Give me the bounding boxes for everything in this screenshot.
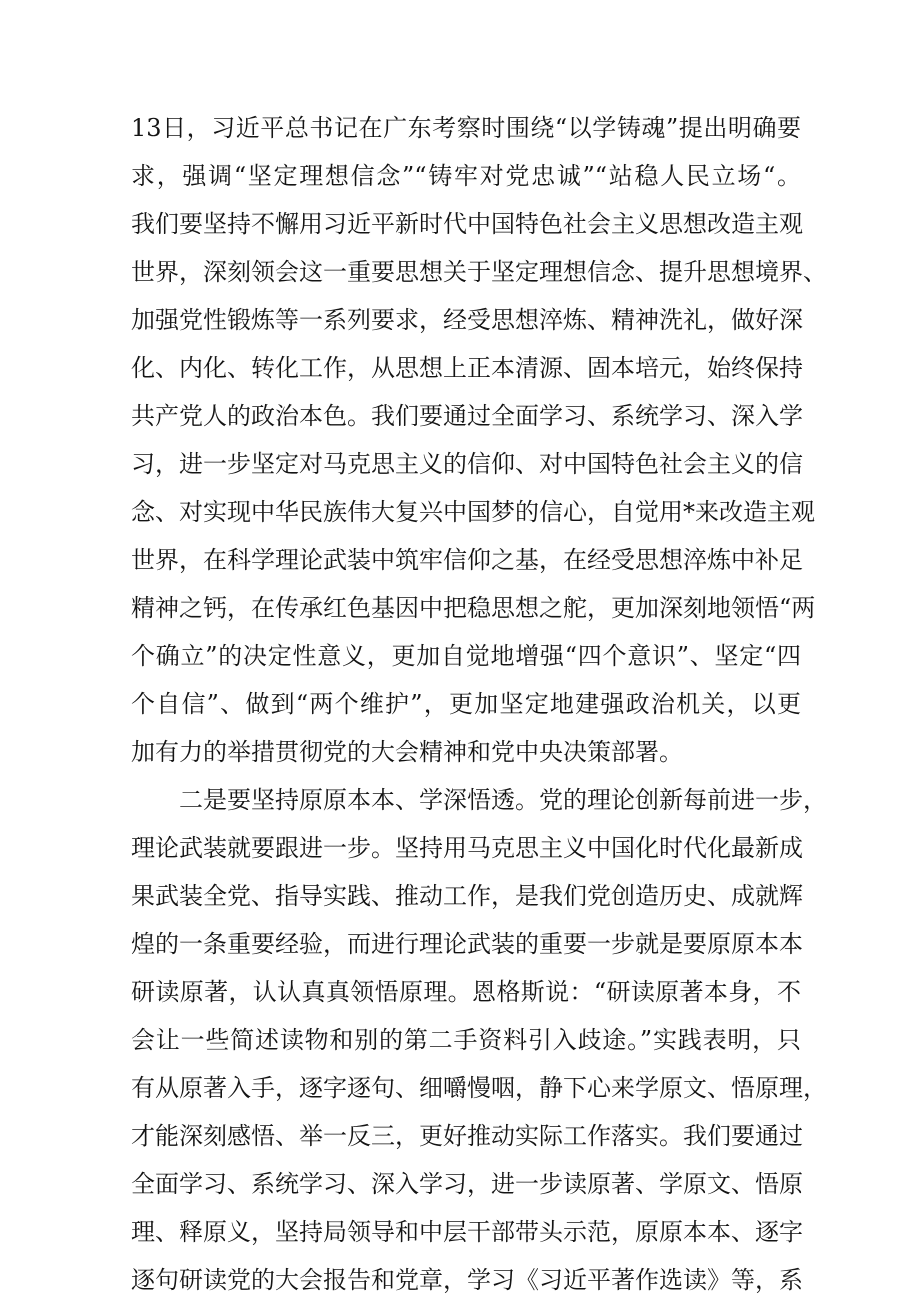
text-line: 习，进一步坚定对马克思主义的信仰、对中国特色社会主义的信 bbox=[131, 450, 803, 478]
text-line: 才能深刻感悟、举一反三，更好推动实际工作落实。我们要通过 bbox=[131, 1122, 803, 1150]
text-line: 果武装全党、指导实践、推动工作，是我们党创造历史、成就辉 bbox=[131, 882, 803, 910]
text-line: 加强党性锻炼等一系列要求，经受思想淬炼、精神洗礼，做好深 bbox=[131, 306, 803, 334]
text-line: 个确立”的决定性意义，更加自觉地增强“四个意识”、坚定“四 bbox=[131, 642, 801, 670]
text-line: 世界，在科学理论武装中筑牢信仰之基，在经受思想淬炼中补足 bbox=[131, 546, 803, 574]
text-line: 共产党人的政治本色。我们要通过全面学习、系统学习、深入学 bbox=[131, 402, 803, 430]
text-line: 求，强调“坚定理想信念”“铸牢对党忠诚”“站稳人民立场“。 bbox=[131, 162, 801, 190]
text-line: 研读原著，认认真真领悟原理。恩格斯说：“研读原著本身，不 bbox=[131, 978, 801, 1006]
text-line: 加有力的举措贯彻党的大会精神和党中央决策部署。 bbox=[131, 738, 683, 766]
text-line: 个自信”、做到“两个维护”，更加坚定地建强政治机关，以更 bbox=[131, 690, 801, 718]
text-line: 世界，深刻领会这一重要思想关于坚定理想信念、提升思想境界、 bbox=[131, 258, 827, 286]
text-line: 理论武装就要跟进一步。坚持用马克思主义中国化时代化最新成 bbox=[131, 834, 803, 862]
text-line: 化、内化、转化工作，从思想上正本清源、固本培元，始终保持 bbox=[131, 354, 803, 382]
text-line: 全面学习、系统学习、深入学习，进一步读原著、学原文、悟原 bbox=[131, 1170, 803, 1198]
text-line: 有从原著入手，逐字逐句、细嚼慢咽，静下心来学原文、悟原理， bbox=[131, 1074, 827, 1102]
paragraph-1 bbox=[131, 104, 827, 776]
text-line: 二是要坚持原原本本、学深悟透。党的理论创新每前进一步， bbox=[179, 786, 827, 814]
text-line: 煌的一条重要经验，而进行理论武装的重要一步就是要原原本本 bbox=[131, 930, 803, 958]
paragraph-2 bbox=[131, 776, 827, 1304]
text-line: 逐句研读党的大会报告和党章，学习《习近平著作选读》等，系 bbox=[131, 1266, 803, 1294]
document-body bbox=[131, 104, 827, 1304]
text-line: 我们要坚持不懈用习近平新时代中国特色社会主义思想改造主观 bbox=[131, 210, 803, 238]
text-line: 13日，习近平总书记在广东考察时围绕“以学铸魂”提出明确要 bbox=[131, 114, 801, 142]
text-line: 会让一些简述读物和别的第二手资料引入歧途。”实践表明，只 bbox=[131, 1026, 801, 1054]
text-line: 精神之钙，在传承红色基因中把稳思想之舵，更加深刻地领悟“两 bbox=[131, 594, 816, 622]
text-line: 理、释原义，坚持局领导和中层干部带头示范，原原本本、逐字 bbox=[131, 1218, 803, 1246]
text-line: 念、对实现中华民族伟大复兴中国梦的信心，自觉用*来改造主观 bbox=[131, 498, 815, 526]
